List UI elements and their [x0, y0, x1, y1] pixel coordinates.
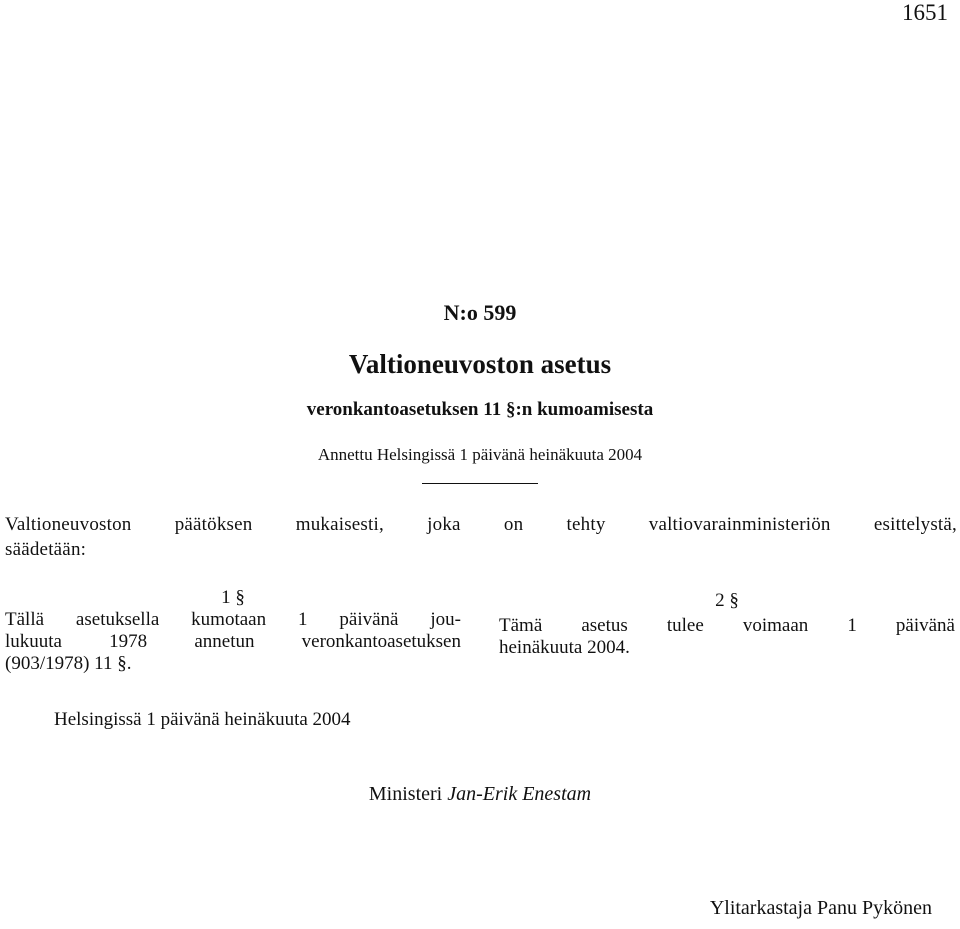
section-1 — [5, 587, 461, 675]
page-number: 1651 — [902, 0, 948, 25]
official-signature: Ylitarkastaja Panu Pykönen — [709, 897, 932, 919]
minister-role: Ministeri — [368, 783, 443, 805]
minister-signature — [0, 783, 960, 806]
section-2 — [499, 615, 955, 659]
document-subtitle: veronkantoasetuksen 11 §:n kumoamisesta — [306, 399, 654, 420]
section-1-line-2: lukuuta 1978 annetun veronkantoasetuksen — [5, 631, 461, 652]
title-divider — [422, 483, 538, 484]
section-1-heading: 1 § — [221, 587, 245, 608]
section-2-heading: 2 § — [715, 590, 739, 611]
section-2-line-1: Tämä asetus tulee voimaan 1 päivänä — [499, 615, 955, 636]
place-and-date: Helsingissä 1 päivänä heinäkuuta 2004 — [54, 709, 351, 730]
given-date: Annettu Helsingissä 1 päivänä heinäkuuta 2004 — [317, 445, 643, 464]
preamble-line-1: Valtioneuvoston päätöksen mukaisesti, joka on tehty valtiovarainministeriön esittelystä, — [5, 514, 957, 535]
preamble-line-2: säädetään: — [5, 539, 87, 560]
preamble — [5, 512, 957, 562]
document-title: Valtioneuvoston asetus — [348, 349, 612, 379]
section-1-line-1: Tällä asetuksella kumotaan 1 päivänä jou- — [5, 609, 461, 630]
minister-name: Jan-Erik Enestam — [447, 783, 592, 805]
section-2-line-2: heinäkuuta 2004. — [499, 637, 630, 658]
section-1-line-3: (903/1978) 11 §. — [5, 653, 132, 674]
statute-number: N:o 599 — [443, 300, 517, 325]
